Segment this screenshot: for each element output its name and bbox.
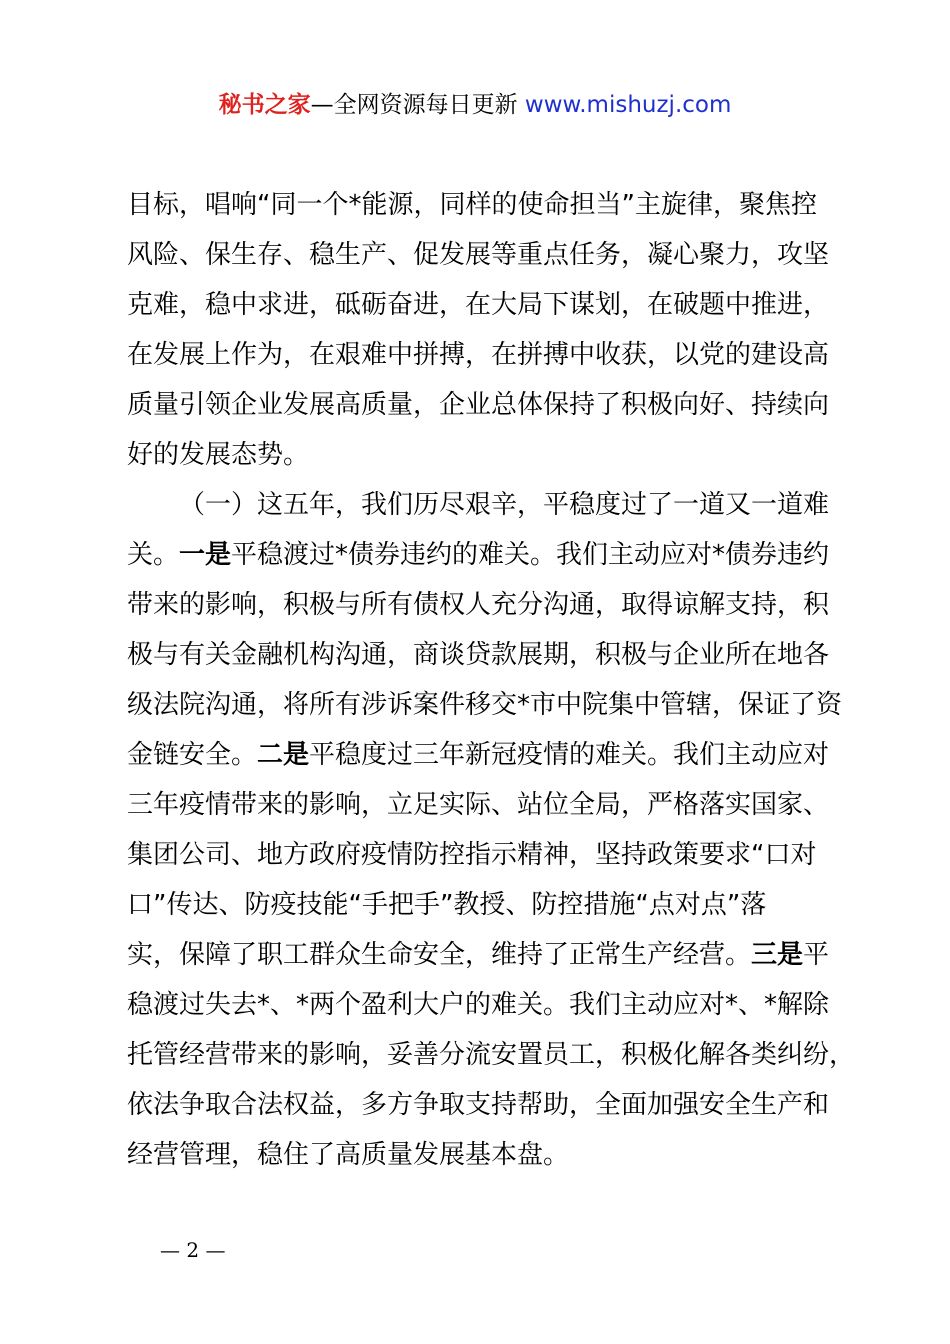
paragraph-2 <box>127 480 856 1180</box>
text-line: 依法争取合法权益，多方争取支持帮助，全面加强安全生产和 <box>127 1090 830 1120</box>
text-line: 风险、保生存、稳生产、促发展等重点任务，凝心聚力，攻坚 <box>127 240 830 270</box>
text-line: 口”传达、防疫技能“手把手”教授、防控措施“点对点”落 <box>127 890 767 920</box>
document-body <box>127 180 856 1180</box>
header-url-link[interactable]: www.mishuzj.com <box>524 92 732 118</box>
text-line: 三年疫情带来的影响，立足实际、站位全局，严格落实国家、 <box>127 790 830 820</box>
text-line: 克难，稳中求进，砥砺奋进，在大局下谋划，在破题中推进， <box>127 290 830 320</box>
text-segment: 平 <box>803 940 830 970</box>
text-line: 级法院沟通，将所有涉诉案件移交*市中院集中管辖，保证了资 <box>127 690 843 720</box>
page-number: — 2 — <box>160 1238 226 1262</box>
text-line: 极与有关金融机构沟通，商谈贷款展期，积极与企业所在地各 <box>127 640 830 670</box>
text-line <box>127 930 837 980</box>
bold-marker: 三是 <box>751 940 804 970</box>
header-tagline: —全网资源每日更新 <box>310 92 525 118</box>
text-line: 好的发展态势。 <box>127 440 310 470</box>
text-line: （一）这五年，我们历尽艰辛，平稳度过了一道又一道难 <box>179 490 830 520</box>
text-segment: 关。 <box>127 540 180 570</box>
bold-marker: 一是 <box>179 540 232 570</box>
text-line: 质量引领企业发展高质量，企业总体保持了积极向好、持续向 <box>127 390 830 420</box>
bold-marker: 二是 <box>257 740 310 770</box>
text-line: 在发展上作为，在艰难中拼搏，在拼搏中收获，以党的建设高 <box>127 340 830 370</box>
text-segment: 平稳渡过*债券违约的难关。我们主动应对*债券违约 <box>231 540 830 570</box>
text-line: 集团公司、地方政府疫情防控指示精神，坚持政策要求“口对 <box>127 840 817 870</box>
page-header <box>0 88 950 122</box>
text-line <box>127 530 837 580</box>
text-line: 托管经营带来的影响，妥善分流安置员工，积极化解各类纠纷， <box>127 1040 856 1070</box>
text-line: 目标，唱响“同一个*能源，同样的使命担当”主旋律，聚焦控 <box>127 190 817 220</box>
text-segment: 平稳度过三年新冠疫情的难关。我们主动应对 <box>309 740 830 770</box>
text-line: 经营管理，稳住了高质量发展基本盘。 <box>127 1140 570 1170</box>
paragraph-1 <box>127 180 837 480</box>
text-line: 稳渡过失去*、*两个盈利大户的难关。我们主动应对*、*解除 <box>127 990 830 1020</box>
text-line <box>127 730 837 780</box>
text-line: 带来的影响，积极与所有债权人充分沟通，取得谅解支持，积 <box>127 590 830 620</box>
header-brand: 秘书之家 <box>218 92 311 118</box>
text-segment: 金链安全。 <box>127 740 258 770</box>
text-segment: 实，保障了职工群众生命安全，维持了正常生产经营。 <box>127 940 752 970</box>
